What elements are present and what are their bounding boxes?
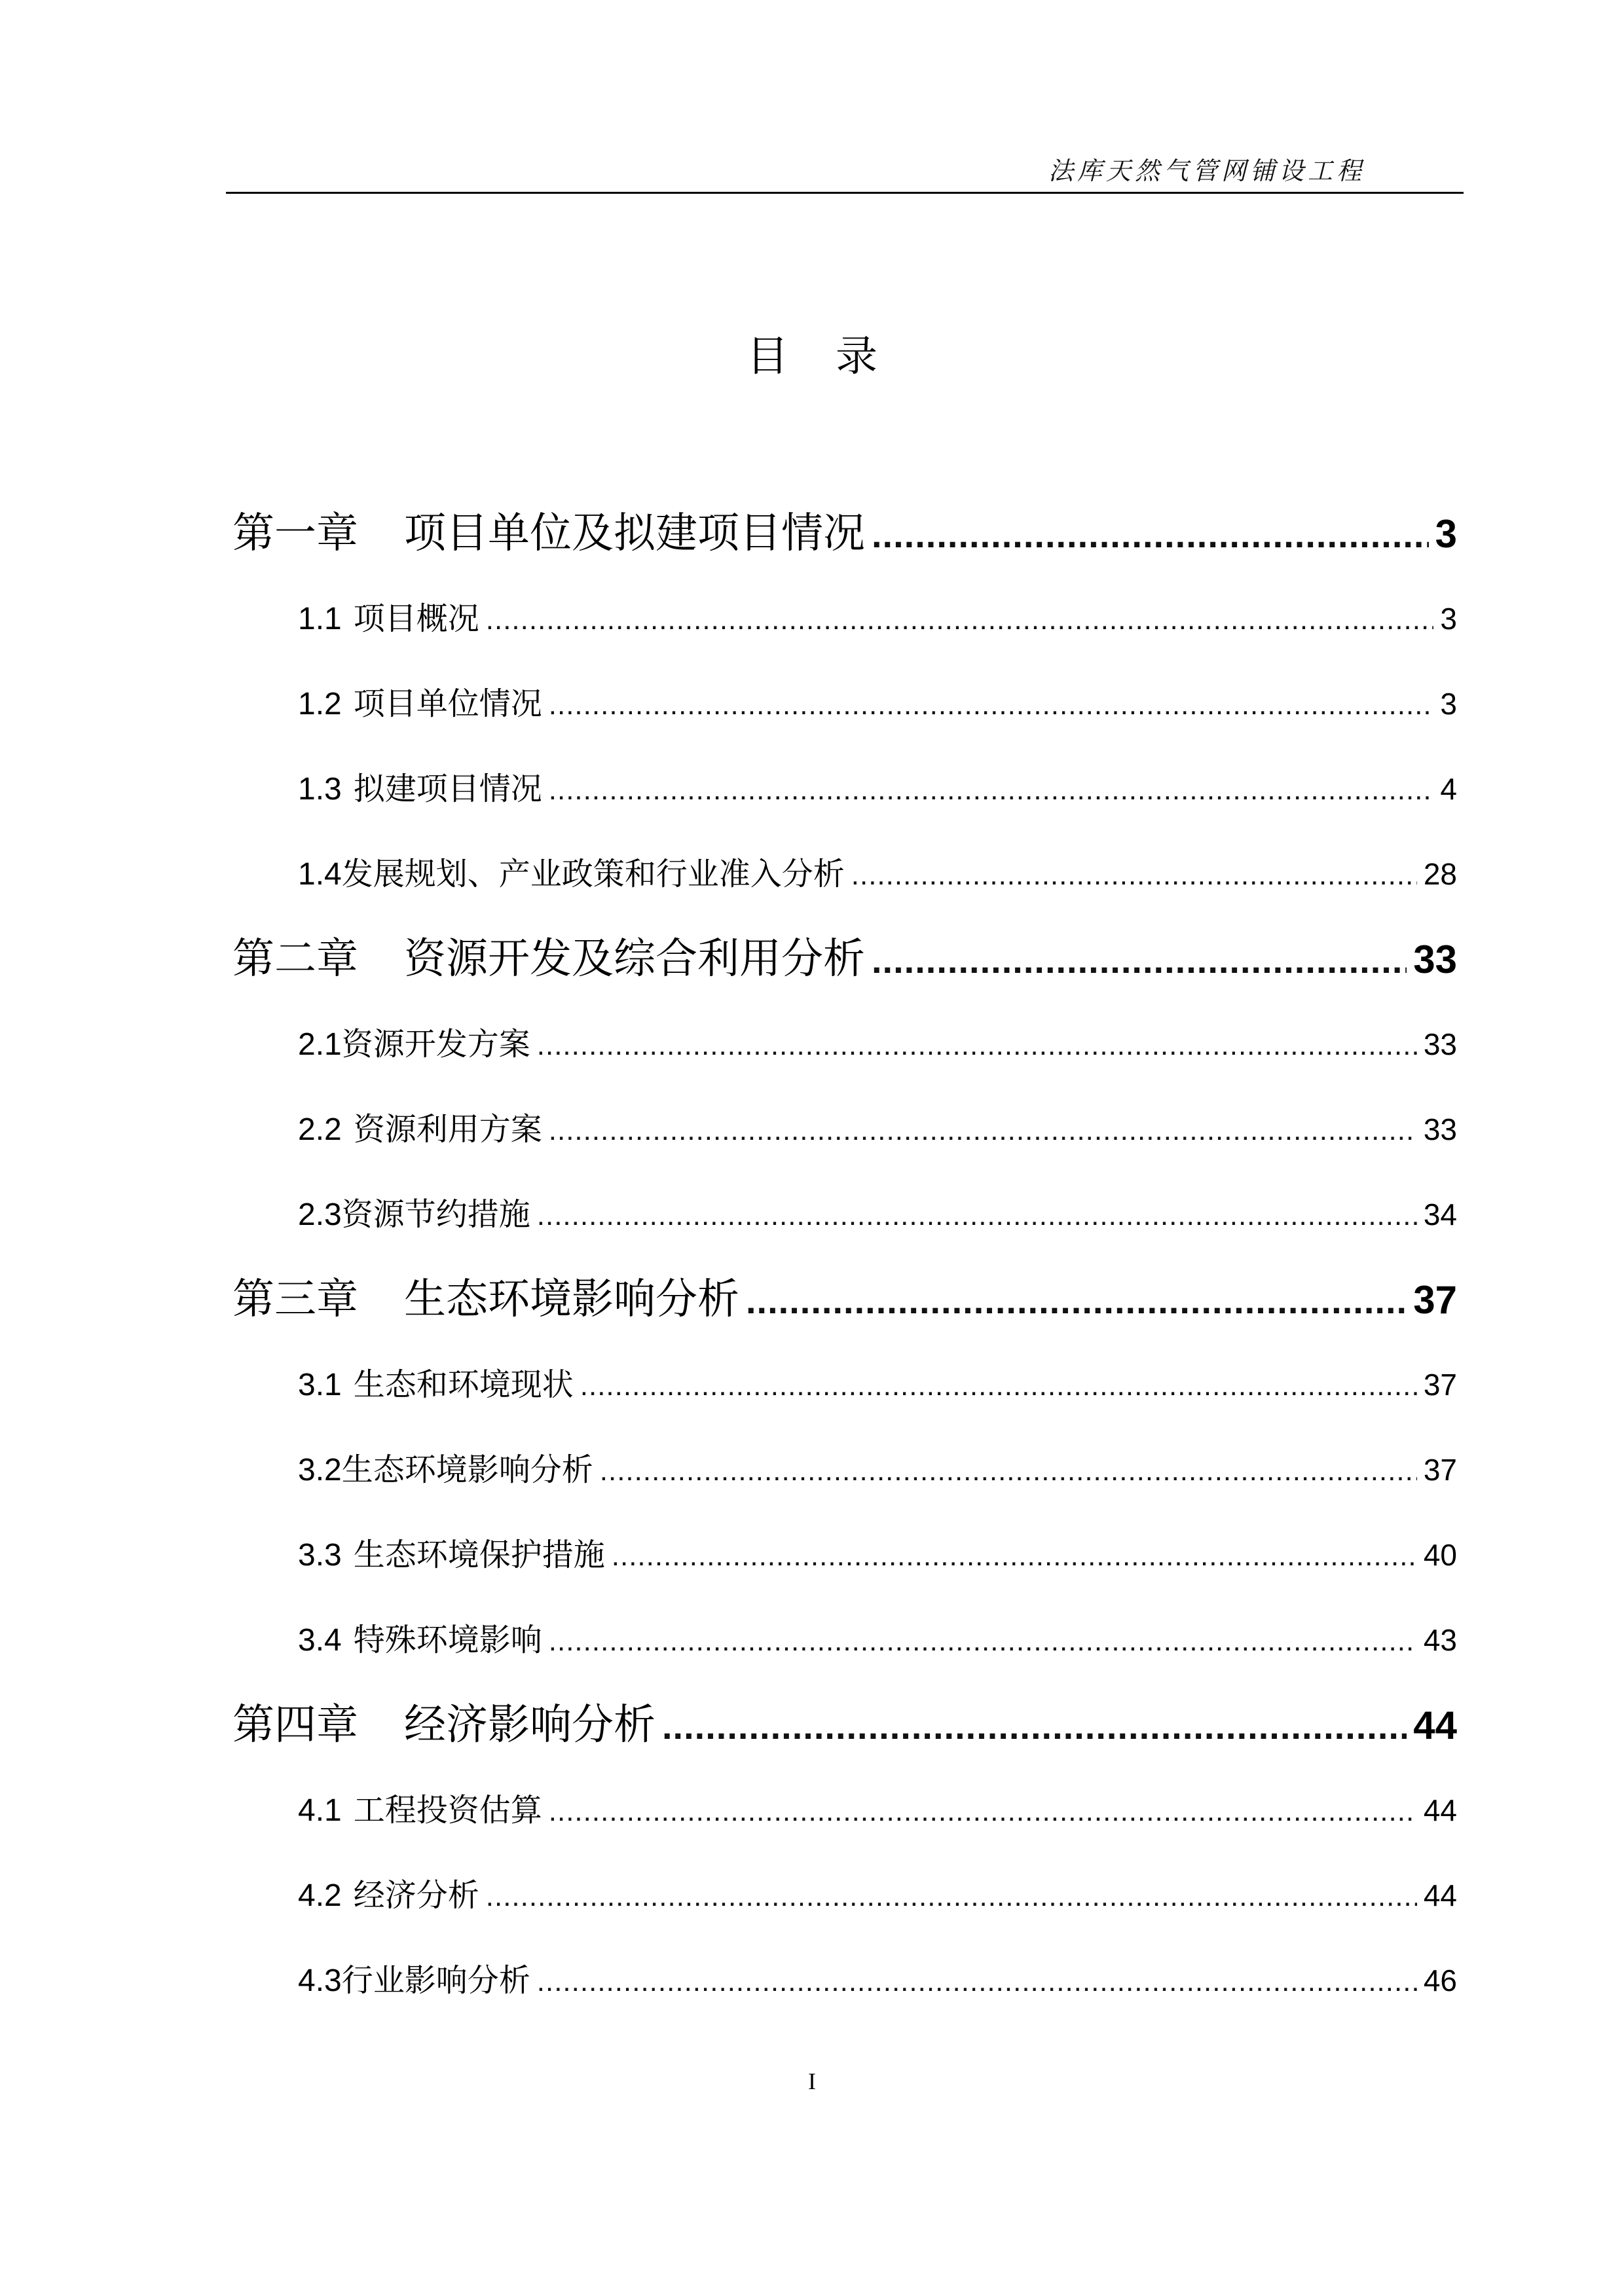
toc-entry-title: 工程投资估算 [353,1792,542,1829]
running-header-title: 法库天然气管网铺设工程 [1048,156,1365,185]
toc-entry-title: 项目单位及拟建项目情况 [404,509,865,558]
toc-entry-number: 3.2 [298,1453,342,1487]
toc-entry-number: 3.3 [298,1538,342,1573]
toc-entry-number: 第一章 [232,509,358,558]
toc-entry-title: 项目单位情况 [353,685,542,722]
toc-page-number: 37 [1423,1368,1457,1402]
toc-leader-dots [537,1173,1417,1258]
toc-leader-dots [746,1258,1407,1343]
toc-entry-title: 经济分析 [353,1877,479,1914]
toc-entry-number: 1.2 [298,687,342,721]
toc-entry-number: 3.4 [298,1623,342,1658]
toc-leader-dots [851,833,1417,918]
toc-section-4-2[interactable] [232,1853,1457,1938]
footer-page-number: I [808,2068,816,2094]
toc-page-number: 44 [1423,1878,1457,1912]
toc-chapter-4[interactable] [232,1683,1457,1768]
toc-section-2-2[interactable] [232,1087,1457,1172]
toc-page-number: 4 [1440,772,1457,806]
toc-page-number: 43 [1423,1623,1457,1657]
toc-leader-dots [549,1769,1417,1854]
toc-entry-title: 生态环境影响分析 [404,1275,739,1324]
toc-entry-number: 第三章 [232,1275,358,1324]
toc-entry-title: 特殊环境影响 [353,1622,542,1658]
toc-list [232,491,1457,2023]
toc-entry-title: 生态环境保护措施 [353,1537,605,1573]
toc-page-number: 37 [1413,1278,1457,1322]
toc-entry-number: 4.3 [298,1963,342,1998]
toc-page-number: 44 [1423,1793,1457,1827]
toc-entry-number: 2.1 [298,1027,342,1062]
toc-title: 目录 [747,333,925,381]
header-rule [226,192,1464,194]
toc-page-number: 44 [1413,1704,1457,1747]
toc-page-number: 3 [1440,687,1457,721]
toc-leader-dots [486,1854,1417,1939]
toc-entry-title: 发展规划、产业政策和行业准入分析 [341,856,845,892]
toc-chapter-3[interactable] [232,1257,1457,1342]
toc-section-1-3[interactable] [232,746,1457,831]
toc-page-number: 37 [1423,1453,1457,1487]
toc-section-3-4[interactable] [232,1597,1457,1683]
toc-leader-dots [549,1088,1417,1173]
toc-entry-title: 经济影响分析 [404,1701,655,1749]
toc-page-number: 33 [1423,1112,1457,1146]
toc-page-number: 33 [1423,1027,1457,1061]
toc-entry-title: 行业影响分析 [341,1962,530,1999]
toc-entry-number: 3.1 [298,1368,342,1402]
toc-leader-dots [662,1684,1407,1769]
toc-leader-dots [612,1514,1417,1599]
toc-leader-dots [537,1939,1417,2024]
toc-leader-dots [486,577,1434,663]
toc-page-number: 28 [1423,857,1457,891]
toc-entry-title: 生态环境影响分析 [341,1451,593,1488]
toc-leader-dots [580,1343,1417,1429]
toc-section-2-1[interactable] [232,1002,1457,1087]
toc-leader-dots [549,1599,1417,1684]
toc-entry-number: 1.3 [298,772,342,807]
toc-page-number: 33 [1413,938,1457,981]
toc-section-4-1[interactable] [232,1768,1457,1853]
toc-entry-title: 拟建项目情况 [353,771,542,807]
toc-entry-title: 生态和环境现状 [353,1366,574,1403]
toc-entry-title: 资源利用方案 [353,1111,542,1148]
toc-page-number: 34 [1423,1197,1457,1231]
toc-entry-number: 1.4 [298,857,342,892]
toc-entry-title: 资源开发方案 [341,1026,530,1063]
toc-section-3-1[interactable] [232,1342,1457,1427]
toc-page-number: 40 [1423,1538,1457,1572]
toc-entry-number: 第四章 [232,1701,358,1749]
toc-entry-number: 第二章 [232,935,358,983]
toc-leader-dots [872,492,1429,577]
toc-leader-dots [600,1429,1417,1514]
toc-leader-dots [872,918,1407,1003]
toc-entry-title: 项目概况 [353,600,479,637]
toc-chapter-2[interactable] [232,917,1457,1002]
toc-entry-title: 资源节约措施 [341,1196,530,1233]
toc-leader-dots [549,663,1434,748]
toc-section-3-3[interactable] [232,1512,1457,1597]
toc-section-1-4[interactable] [232,831,1457,917]
toc-section-2-3[interactable] [232,1172,1457,1257]
toc-section-1-2[interactable] [232,661,1457,746]
toc-entry-title: 资源开发及综合利用分析 [404,935,865,983]
toc-leader-dots [549,748,1434,833]
toc-chapter-1[interactable] [232,491,1457,576]
toc-entry-number: 4.1 [298,1793,342,1828]
toc-section-4-3[interactable] [232,1938,1457,2023]
toc-section-3-2[interactable] [232,1427,1457,1512]
toc-entry-number: 1.1 [298,602,342,636]
toc-page-number: 3 [1440,602,1457,636]
toc-leader-dots [537,1003,1417,1088]
toc-page-number: 46 [1423,1963,1457,1997]
toc-page-number: 3 [1435,512,1457,556]
toc-entry-number: 4.2 [298,1878,342,1913]
toc-section-1-1[interactable] [232,576,1457,661]
toc-entry-number: 2.2 [298,1112,342,1147]
toc-entry-number: 2.3 [298,1197,342,1232]
